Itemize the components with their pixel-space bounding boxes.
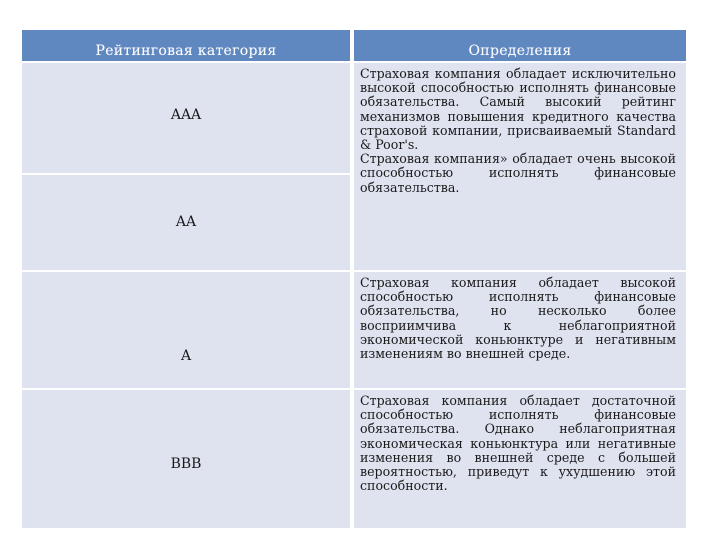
definition-a: Страховая компания обладает высокой способностью исполнять финансовые обязательства, но несколько более восприимчива к неблагоприятной экономической коньюнктуре и негативным изменениям во внешней среде.	[354, 270, 686, 388]
definition-bbb: Страховая компания обладает достаточной способностью исполнять финансовые обязательства. Однако неблагоприятная экономическая коньюнктура или негативные изменения во внешней среде с большей вероятностью, приведут к ухудшению этой способности.	[354, 388, 686, 528]
definition-aa: Страховая компания» обладает очень высокой способностью исполнять финансовые обязательства.	[360, 151, 676, 195]
definition-cell-aaa-aa	[354, 63, 686, 270]
definition-aaa: Страховая компания обладает исключительно высокой способностью исполнять финансовые обязательства. Самый высокий рейтинг механизмов повышения кредитного качества страховой компании, присваиваемый Standard & Poor's.	[360, 66, 676, 153]
header-category: Рейтинговая категория	[22, 30, 350, 63]
rating-cell-aa: AA	[22, 173, 350, 270]
ratings-table	[22, 30, 686, 530]
header-definitions: Определения	[354, 30, 686, 63]
rating-cell-a: A	[22, 270, 350, 388]
rating-cell-bbb: BBB	[22, 388, 350, 528]
rating-cell-aaa: AAA	[22, 63, 350, 173]
